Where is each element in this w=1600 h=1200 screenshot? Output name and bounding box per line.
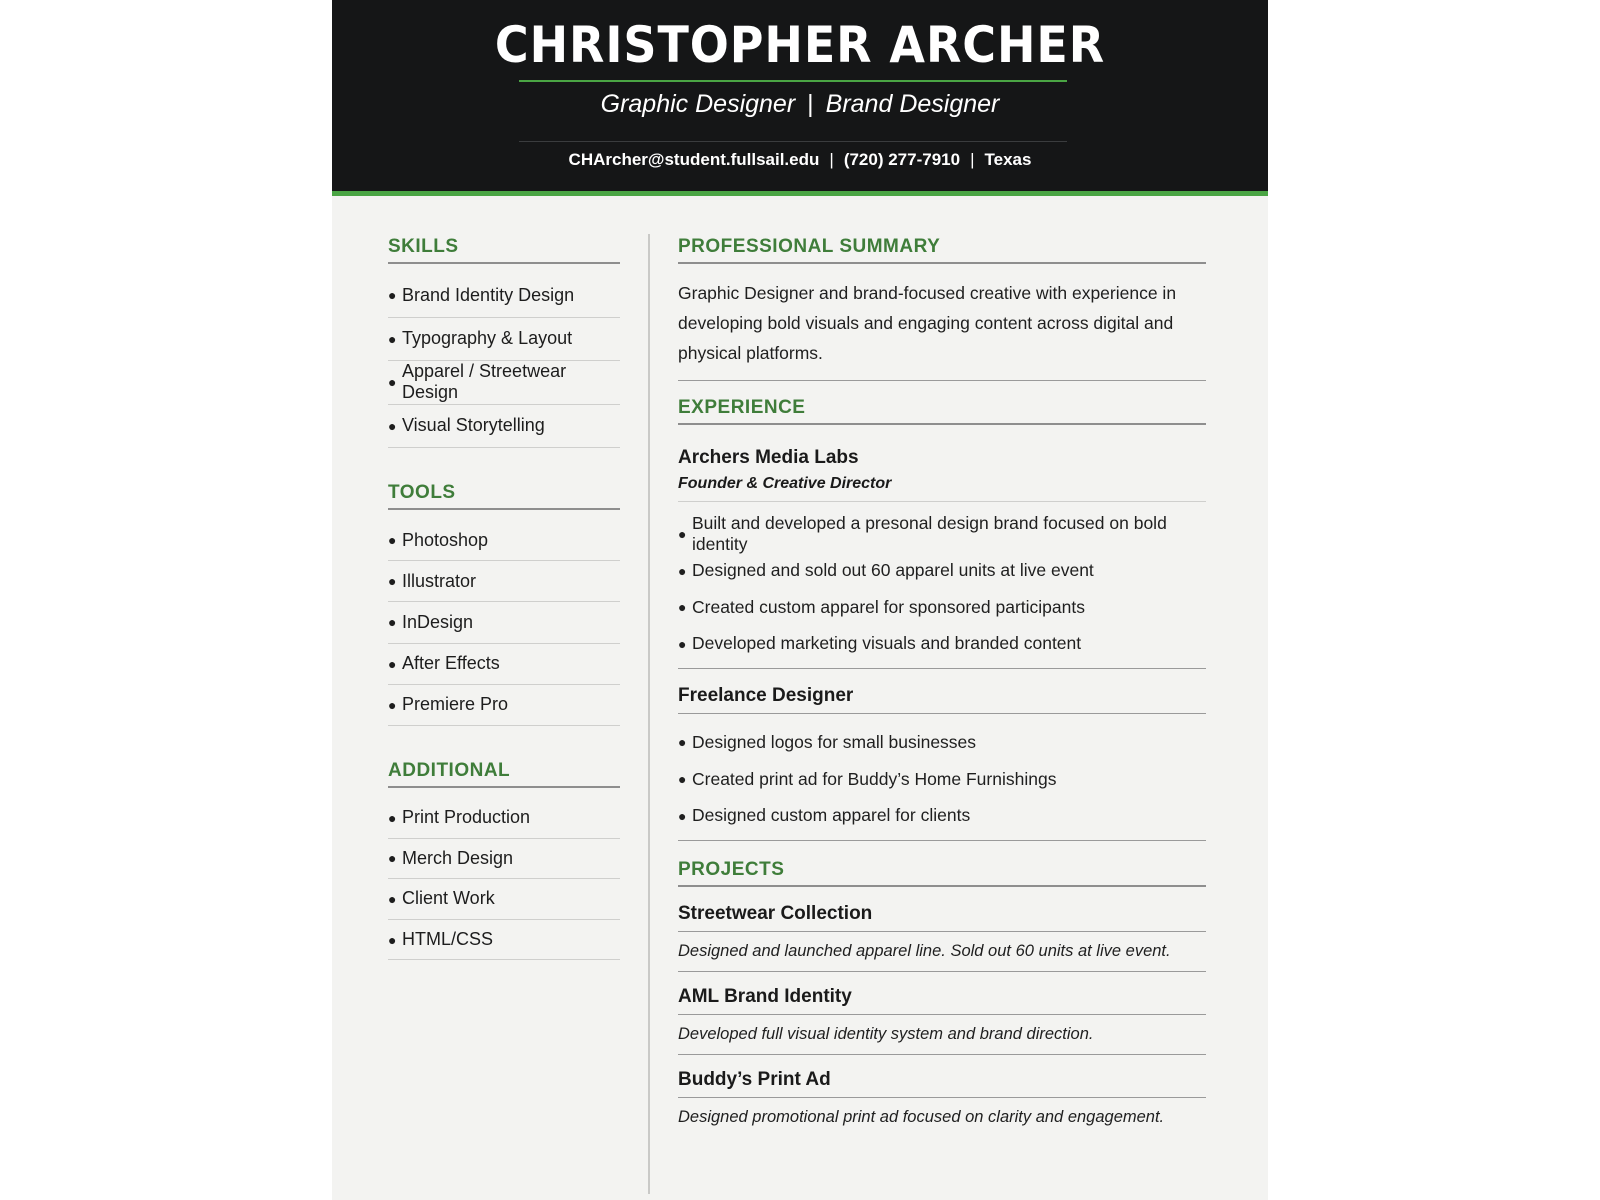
bullet-icon: ●: [678, 635, 687, 652]
summary-text: Graphic Designer and brand-focused creative with experience in developing bold visuals and engaging content across digital and physical platforms.: [678, 278, 1206, 381]
project-description: Designed promotional print ad focused on clarity and engagement.: [678, 1108, 1165, 1127]
list-item: [678, 513, 1206, 555]
list-item: [388, 274, 620, 318]
additional-label: HTML/CSS: [402, 929, 494, 950]
skill-label: Apparel / Streetwear Design: [402, 361, 567, 403]
bullet-icon: ●: [678, 734, 687, 751]
additional-heading: ADDITIONAL: [388, 760, 620, 788]
location: Texas: [984, 150, 1032, 169]
project-item: [678, 903, 1206, 972]
additional-label: Client Work: [402, 888, 495, 909]
skill-label: Brand Identity Design: [402, 284, 575, 305]
tools-heading: TOOLS: [388, 482, 620, 510]
list-item: [388, 920, 620, 961]
bullet-text: Created print ad for Buddy’s Home Furnishings: [692, 768, 1057, 789]
list-item: [388, 879, 620, 920]
bullet-text: Designed and sold out 60 apparel units at live event: [692, 560, 1094, 581]
resume-header: [332, 0, 1268, 196]
column-divider: [648, 234, 650, 1194]
bullet-icon: ●: [388, 931, 397, 948]
contact-separator: |: [970, 150, 975, 169]
bullet-icon: ●: [388, 573, 397, 590]
project-name: AML Brand Identity: [678, 986, 1206, 1015]
skills-list: [388, 274, 620, 448]
bullet-icon: ●: [388, 287, 397, 304]
freelance-title: Freelance Designer: [678, 685, 1206, 714]
bullet-text: Designed logos for small businesses: [692, 731, 977, 752]
bullet-icon: ●: [388, 417, 397, 434]
candidate-name: CHRISTOPHER ARCHER: [494, 16, 1106, 74]
bullet-icon: ●: [678, 807, 687, 824]
list-item: [388, 561, 620, 602]
experience-heading: EXPERIENCE: [678, 397, 1206, 425]
experience-bullets: [678, 513, 1206, 669]
list-item: [678, 553, 1206, 590]
list-item: [678, 724, 1206, 761]
skill-label: Typography & Layout: [402, 328, 573, 349]
name-underline: [519, 80, 1067, 82]
title-separator: |: [807, 90, 814, 118]
tool-label: InDesign: [402, 611, 474, 632]
project-name: Streetwear Collection: [678, 903, 1206, 932]
tool-label: After Effects: [402, 653, 500, 674]
title-graphic-designer: Graphic Designer: [600, 90, 796, 118]
tool-label: Premiere Pro: [402, 694, 509, 715]
tool-label: Illustrator: [402, 570, 477, 591]
list-item: [388, 405, 620, 449]
bullet-icon: ●: [388, 655, 397, 672]
skills-heading: SKILLS: [388, 236, 620, 264]
bullet-text: Developed marketing visuals and branded content: [692, 633, 1082, 654]
list-item: [388, 798, 620, 839]
project-name: Buddy’s Print Ad: [678, 1069, 1206, 1098]
additional-list: [388, 798, 620, 960]
bullet-text: Created custom apparel for sponsored participants: [692, 596, 1085, 617]
contact-separator: |: [829, 150, 834, 169]
project-item: [678, 986, 1206, 1055]
list-item: [678, 626, 1206, 663]
contact-divider: [519, 141, 1067, 142]
bullet-icon: ●: [678, 599, 687, 616]
bullet-icon: ●: [388, 696, 397, 713]
job-titles: [332, 90, 1268, 119]
bullet-icon: ●: [678, 771, 687, 788]
email-link[interactable]: CHArcher@student.fullsail.edu: [568, 150, 820, 169]
list-item: [678, 798, 1206, 835]
bullet-icon: ●: [388, 330, 397, 347]
additional-label: Print Production: [402, 807, 531, 828]
skill-label: Visual Storytelling: [402, 415, 545, 436]
bullet-icon: ●: [388, 374, 397, 391]
bullet-icon: ●: [678, 562, 687, 579]
resume-page: [332, 0, 1268, 1200]
list-item: [388, 839, 620, 880]
list-item: [678, 589, 1206, 626]
right-column: [678, 236, 1206, 1137]
bullet-icon: ●: [388, 850, 397, 867]
project-description: Developed full visual identity system and brand direction.: [678, 1015, 1206, 1055]
list-item: [388, 644, 620, 685]
list-item: [388, 361, 620, 405]
bullet-icon: ●: [388, 532, 397, 549]
bullet-icon: ●: [388, 809, 397, 826]
project-description: Designed and launched apparel line. Sold out 60 units at live event.: [678, 932, 1206, 972]
phone-number[interactable]: (720) 277-7910: [843, 150, 961, 169]
list-item: [388, 685, 620, 726]
list-item: [678, 761, 1206, 798]
tools-list: [388, 520, 620, 726]
list-item: [388, 520, 620, 561]
project-item: [678, 1069, 1206, 1137]
additional-label: Merch Design: [402, 847, 514, 868]
left-column: [388, 236, 620, 960]
freelance-bullets: [678, 724, 1206, 841]
summary-heading: PROFESSIONAL SUMMARY: [678, 236, 1206, 264]
contact-info: [332, 150, 1268, 170]
list-item: [388, 602, 620, 643]
bullet-text: Designed custom apparel for clients: [692, 805, 971, 826]
bullet-icon: ●: [388, 890, 397, 907]
bullet-icon: ●: [388, 614, 397, 631]
list-item: [388, 318, 620, 362]
projects-heading: PROJECTS: [678, 859, 1206, 887]
company-name: Archers Media Labs: [678, 447, 859, 468]
tool-label: Photoshop: [402, 529, 489, 550]
bullet-text: Built and developed a presonal design brand focused on bold identity: [692, 513, 1167, 555]
title-brand-designer: Brand Designer: [825, 90, 1000, 118]
role-title: Founder & Creative Director: [678, 475, 1206, 502]
bullet-icon: ●: [678, 526, 687, 543]
